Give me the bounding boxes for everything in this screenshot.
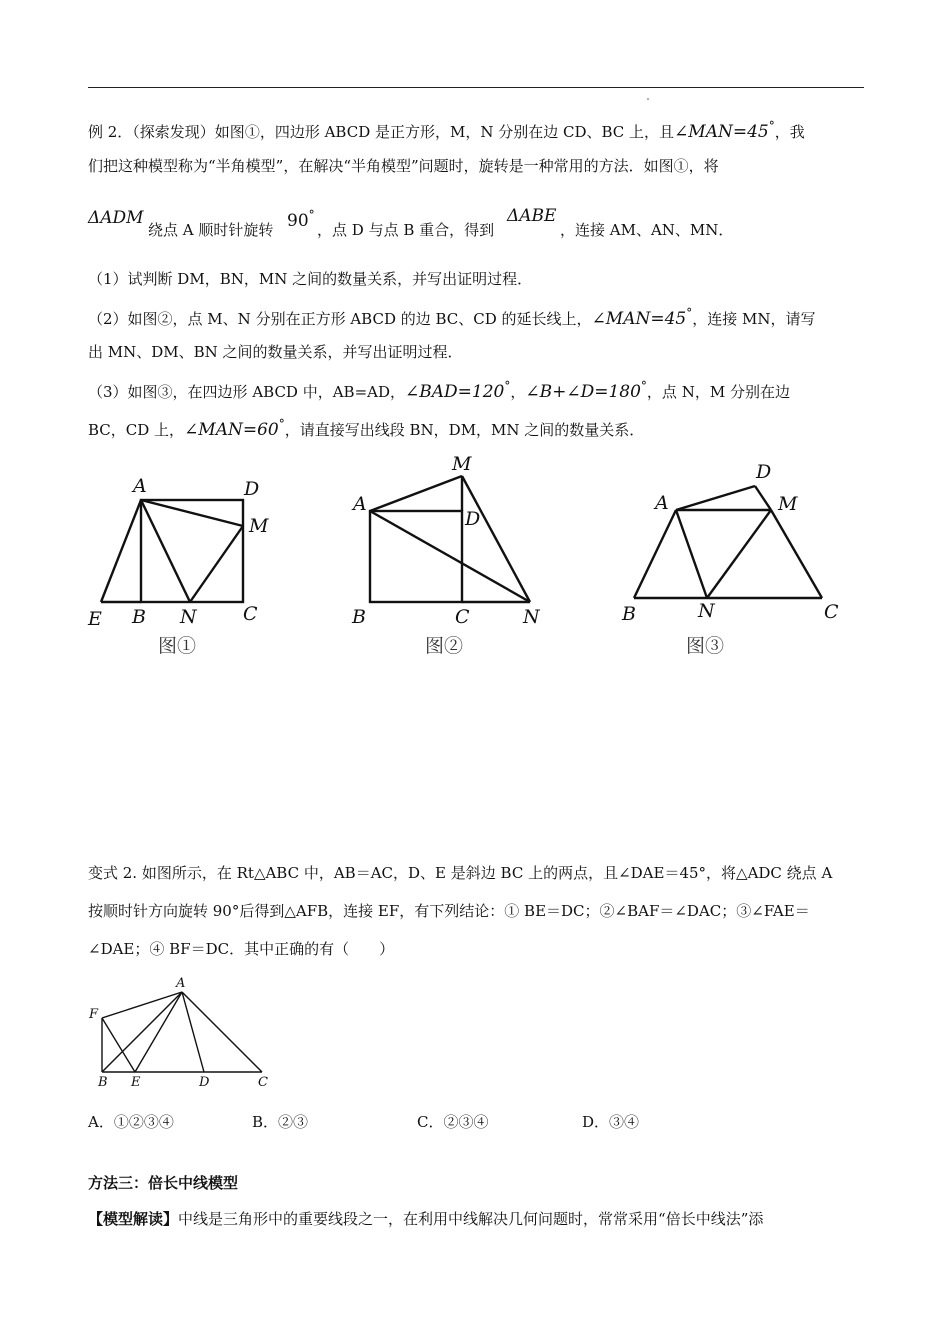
degree-mark: ° bbox=[686, 306, 693, 320]
fig3-label-c: C bbox=[824, 601, 839, 623]
fig2-label-b: B bbox=[352, 606, 366, 628]
fig1-label-b: B bbox=[132, 606, 146, 628]
fig3-caption: 图③ bbox=[686, 635, 725, 657]
v2-ad bbox=[182, 992, 204, 1072]
q2-post: ，连接 MN，请写 bbox=[692, 310, 816, 328]
fig1-label-a: A bbox=[133, 475, 147, 497]
option-b[interactable]: B．②③ bbox=[252, 1113, 309, 1131]
fig3-label-n: N bbox=[698, 600, 715, 622]
fig3-ab bbox=[634, 510, 676, 598]
fig3-mc bbox=[771, 510, 822, 598]
question-2-line2: 出 MN、DM、BN 之间的数量关系，并写出证明过程． bbox=[88, 343, 463, 361]
question-1: （1）试判断 DM，BN，MN 之间的数量关系，并写出证明过程． bbox=[88, 270, 533, 288]
fig3-an bbox=[676, 510, 707, 598]
fig1-label-e: E bbox=[88, 608, 102, 630]
figure-2 bbox=[370, 476, 530, 602]
fig1-label-c: C bbox=[243, 603, 258, 625]
example2-line3-c: ，连接 AM、AN、MN． bbox=[560, 221, 734, 239]
degree-mark: ° bbox=[504, 379, 511, 393]
example2-line2: 们把这种模型称为“半角模型”，在解决“半角模型”问题时，旋转是一种常用的方法．如图①，将 bbox=[88, 157, 719, 175]
variant2-line2: 按顺时针方向旋转 90°后得到△AFB，连接 EF，有下列结论：① BE＝DC；②∠BAF＝∠DAC；③∠FAE＝ bbox=[88, 902, 810, 920]
method3-intro-text: 中线是三角形中的重要线段之一，在利用中线解决几何问题时，常常采用“倍长中线法”添 bbox=[178, 1210, 764, 1228]
fig1-label-m: M bbox=[249, 515, 269, 537]
tri-adm-text: ΔADM bbox=[88, 208, 144, 228]
q3-line2-post: ，请直接写出线段 BN，DM，MN 之间的数量关系． bbox=[284, 421, 645, 439]
fig2-label-a: A bbox=[353, 493, 367, 515]
option-a[interactable]: A．①②③④ bbox=[88, 1113, 174, 1131]
variant2-line3: ∠DAE；④ BF＝DC．其中正确的有（ ） bbox=[88, 940, 395, 958]
fig1-nm bbox=[190, 526, 243, 602]
fig1-label-n: N bbox=[180, 606, 197, 628]
v2-fe bbox=[102, 1018, 135, 1072]
v2-label-b: B bbox=[98, 1075, 108, 1090]
fig1-label-d: D bbox=[244, 478, 260, 500]
example2-line1-post: ，我 bbox=[774, 123, 805, 141]
fig2-label-c: C bbox=[455, 606, 470, 628]
variant2-figure bbox=[80, 970, 280, 1095]
v2-fa bbox=[102, 992, 182, 1018]
fig2-label-n: N bbox=[523, 606, 540, 628]
q3-angle2-text: ∠B+∠D=180 bbox=[525, 382, 641, 402]
fig3-label-b: B bbox=[622, 603, 636, 625]
v2-label-e: E bbox=[131, 1075, 141, 1090]
deg-90-text: 90 bbox=[287, 211, 309, 231]
fig1-am bbox=[141, 500, 243, 526]
v2-ac bbox=[182, 992, 262, 1072]
fig1-square bbox=[141, 500, 243, 602]
option-d[interactable]: D．③④ bbox=[582, 1113, 640, 1131]
variant2-line1: 变式 2. 如图所示，在 Rt△ABC 中，AB＝AC，D、E 是斜边 BC 上的两点，且∠DAE＝45°，将△ADC 绕点 A bbox=[88, 864, 833, 882]
v2-label-d: D bbox=[199, 1075, 210, 1090]
model-interpretation-label: 【模型解读】 bbox=[88, 1210, 179, 1228]
q3-sep: ， bbox=[510, 383, 526, 401]
degree-mark: ° bbox=[640, 379, 647, 393]
example2-line3-b: ，点 D 与点 B 重合，得到 bbox=[317, 221, 495, 239]
degree-mark: ° bbox=[278, 417, 285, 431]
fig3-label-d: D bbox=[756, 461, 772, 483]
fig1-an bbox=[141, 500, 190, 602]
fig1-caption: 图① bbox=[158, 635, 197, 657]
q2-pre: （2）如图②，点 M、N 分别在正方形 ABCD 的边 BC、CD 的延长线上， bbox=[88, 310, 592, 328]
q3-line2-pre: BC，CD 上， bbox=[88, 421, 185, 439]
fig3-dm bbox=[755, 486, 771, 510]
fig2-label-d: D bbox=[465, 508, 481, 530]
v2-label-a: A bbox=[176, 976, 186, 991]
fig2-caption: 图② bbox=[425, 635, 464, 657]
fig3-label-m: M bbox=[778, 493, 798, 515]
fig3-ad bbox=[676, 486, 755, 510]
degree-mark: ° bbox=[768, 119, 775, 133]
figure-1 bbox=[101, 500, 243, 602]
tri-abe-text: ΔABE bbox=[507, 206, 557, 226]
fig3-label-a: A bbox=[655, 492, 669, 514]
q3-pre: （3）如图③，在四边形 ABCD 中，AB=AD， bbox=[88, 383, 406, 401]
q3-post: ，点 N，M 分别在边 bbox=[646, 383, 790, 401]
q2-angle-text: ∠MAN=45 bbox=[591, 309, 687, 329]
example2-line3-a: 绕点 A 顺时针旋转 bbox=[148, 221, 274, 239]
fig2-label-m: M bbox=[452, 453, 472, 475]
v2-label-c: C bbox=[258, 1075, 268, 1090]
method3-heading: 方法三：倍长中线模型 bbox=[88, 1174, 239, 1192]
method3-intro bbox=[88, 1208, 763, 1230]
fig2-am bbox=[370, 476, 462, 511]
q3-angle3-text: ∠MAN=60 bbox=[184, 420, 279, 440]
fig1-ae bbox=[101, 500, 141, 602]
fig3-nm bbox=[707, 510, 771, 598]
q3-angle1-text: ∠BAD=120 bbox=[405, 382, 505, 402]
degree-mark: ° bbox=[308, 208, 315, 222]
option-c[interactable]: C．②③④ bbox=[417, 1113, 489, 1131]
angle-man-text: ∠MAN=45 bbox=[674, 122, 769, 142]
v2-label-f: F bbox=[89, 1007, 99, 1022]
example2-line1-text: 例 2．（探索发现）如图①，四边形 ABCD 是正方形，M，N 分别在边 CD、BC 上，且 bbox=[88, 123, 675, 141]
